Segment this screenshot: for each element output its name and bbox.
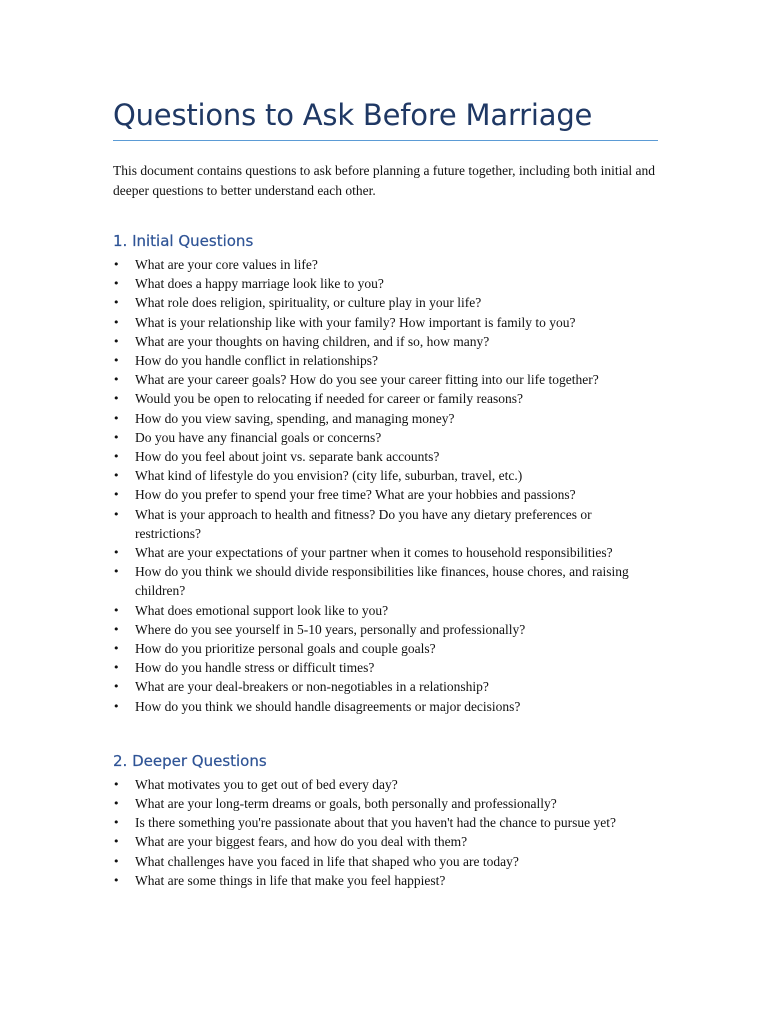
deeper-questions-list [113, 775, 658, 890]
list-item [113, 409, 658, 428]
list-item-text: How do you handle conflict in relationships? [135, 353, 378, 369]
list-item [113, 293, 658, 312]
list-item [113, 505, 658, 543]
bullet-icon: • [113, 777, 120, 791]
list-item-text: What are your deal-breakers or non-negotiables in a relationship? [135, 679, 489, 695]
list-item-text: What is your approach to health and fitness? Do you have any dietary preferences or restrictions? [135, 506, 592, 541]
bullet-icon: • [113, 622, 120, 636]
list-item [113, 601, 658, 620]
list-item [113, 620, 658, 639]
bullet-icon: • [113, 699, 120, 713]
list-item-text: What are your expectations of your partner when it comes to household responsibilities? [135, 545, 613, 561]
list-item-text: What are your biggest fears, and how do you deal with them? [135, 834, 468, 850]
bullet-icon: • [113, 873, 120, 887]
list-item-text: Do you have any financial goals or concerns? [135, 429, 382, 445]
bullet-icon: • [113, 835, 120, 849]
list-item [113, 447, 658, 466]
bullet-icon: • [113, 661, 120, 675]
list-item [113, 658, 658, 677]
bullet-icon: • [113, 565, 120, 579]
list-item-text: How do you think we should handle disagreements or major decisions? [135, 698, 521, 714]
bullet-icon: • [113, 816, 120, 830]
bullet-icon: • [113, 296, 120, 310]
list-item [113, 697, 658, 716]
list-item-text: How do you prefer to spend your free time? What are your hobbies and passions? [135, 487, 576, 503]
bullet-icon: • [113, 546, 120, 560]
bullet-icon: • [113, 315, 120, 329]
list-item [113, 313, 658, 332]
list-item-text: What motivates you to get out of bed every day? [135, 776, 398, 792]
list-item [113, 562, 658, 600]
list-item [113, 428, 658, 447]
list-item [113, 332, 658, 351]
section-heading-initial-questions: 1. Initial Questions [113, 232, 254, 250]
bullet-icon: • [113, 277, 120, 291]
list-item-text: What is your relationship like with your family? How important is family to you? [135, 314, 576, 330]
list-item [113, 871, 658, 890]
bullet-icon: • [113, 334, 120, 348]
list-item [113, 775, 658, 794]
bullet-icon: • [113, 373, 120, 387]
bullet-icon: • [113, 680, 120, 694]
list-item-text: What does emotional support look like to you? [135, 602, 389, 618]
list-item [113, 466, 658, 485]
list-item-text: What role does religion, spirituality, or culture play in your life? [135, 295, 482, 311]
list-item [113, 389, 658, 408]
list-item-text: Is there something you're passionate about that you haven't had the chance to pursue yet? [135, 815, 616, 831]
list-item [113, 832, 658, 851]
list-item [113, 677, 658, 696]
list-item-text: What are some things in life that make you feel happiest? [135, 872, 446, 888]
list-item-text: What are your thoughts on having children, and if so, how many? [135, 333, 490, 349]
list-item [113, 255, 658, 274]
bullet-icon: • [113, 603, 120, 617]
list-item-text: What challenges have you faced in life that shaped who you are today? [135, 853, 519, 869]
bullet-icon: • [113, 411, 120, 425]
list-item-text: What kind of lifestyle do you envision? (city life, suburban, travel, etc.) [135, 468, 523, 484]
list-item [113, 370, 658, 389]
list-item [113, 351, 658, 370]
list-item-text: What are your core values in life? [135, 257, 318, 272]
document-title: Questions to Ask Before Marriage [113, 94, 658, 141]
list-item [113, 485, 658, 504]
bullet-icon: • [113, 507, 120, 521]
list-item-text: What does a happy marriage look like to you? [135, 276, 384, 292]
list-item-text: How do you think we should divide responsibilities like finances, house chores, and raising children? [135, 564, 629, 599]
bullet-icon: • [113, 258, 120, 271]
bullet-icon: • [113, 488, 120, 502]
bullet-icon: • [113, 642, 120, 656]
list-item-text: Would you be open to relocating if needed for career or family reasons? [135, 391, 524, 407]
list-item-text: What are your long-term dreams or goals, both personally and professionally? [135, 796, 557, 812]
list-item-text: What are your career goals? How do you see your career fitting into our life together? [135, 372, 599, 388]
bullet-icon: • [113, 854, 120, 868]
list-item [113, 852, 658, 871]
list-item [113, 794, 658, 813]
bullet-icon: • [113, 392, 120, 406]
bullet-icon: • [113, 450, 120, 464]
list-item [113, 543, 658, 562]
list-item-text: Where do you see yourself in 5-10 years, personally and professionally? [135, 621, 526, 637]
bullet-icon: • [113, 430, 120, 444]
list-item-text: How do you view saving, spending, and managing money? [135, 410, 455, 426]
bullet-icon: • [113, 797, 120, 811]
intro-paragraph: This document contains questions to ask before planning a future together, including both initial and deeper questions to better understand each other. [113, 163, 655, 198]
list-item-text: How do you feel about joint vs. separate bank accounts? [135, 449, 440, 465]
list-item-text: How do you prioritize personal goals and couple goals? [135, 641, 436, 657]
bullet-icon: • [113, 354, 120, 368]
bullet-icon: • [113, 469, 120, 483]
initial-questions-list [113, 255, 658, 716]
list-item-text: How do you handle stress or difficult times? [135, 660, 375, 676]
section-heading-deeper-questions: 2. Deeper Questions [113, 751, 267, 770]
document-page [113, 0, 658, 890]
list-item [113, 639, 658, 658]
list-item [113, 813, 658, 832]
list-item [113, 274, 658, 293]
